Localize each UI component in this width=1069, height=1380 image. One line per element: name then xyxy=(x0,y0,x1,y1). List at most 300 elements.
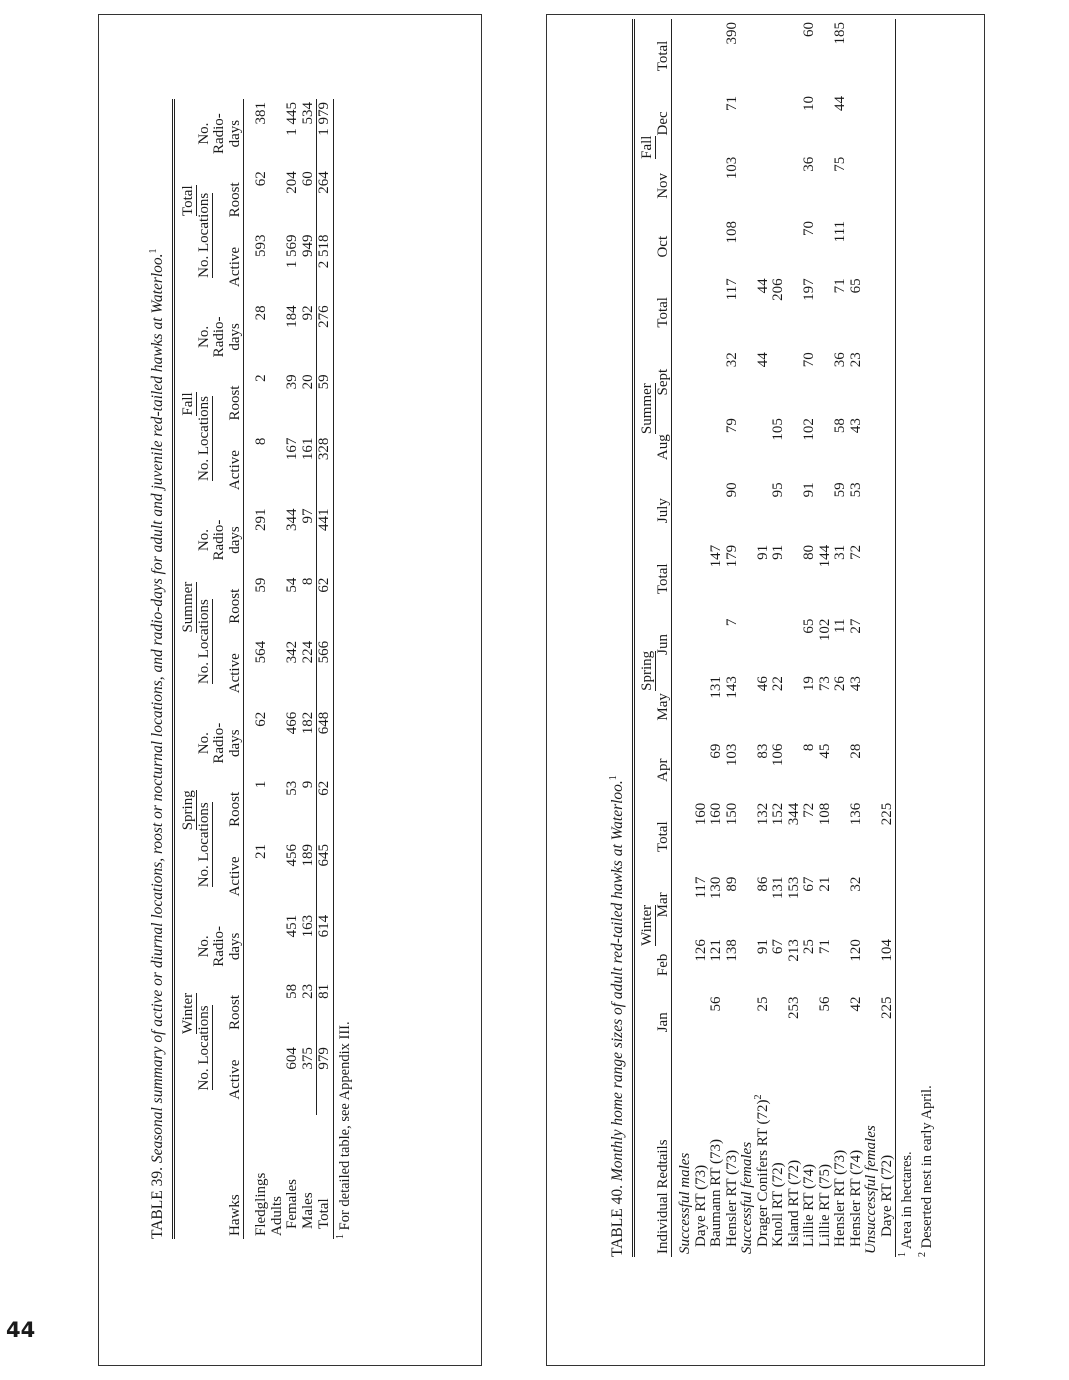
radio-header-winter-1: No. xyxy=(195,935,212,958)
table-cell xyxy=(254,981,270,1044)
season-total: Total xyxy=(180,185,196,216)
table-cell: 21 xyxy=(253,843,269,859)
table-cell: 264 xyxy=(316,171,332,194)
table-cell: 36 xyxy=(832,352,848,368)
row-label-text: Baumann RT (73) xyxy=(708,1139,724,1247)
table-cell xyxy=(880,542,896,616)
col-month: Nov xyxy=(654,172,671,199)
table-40-rotated-content xyxy=(547,15,984,1365)
table-cell: 604 xyxy=(284,1047,300,1070)
table-cell xyxy=(709,415,725,479)
col-month: Dec xyxy=(654,111,671,136)
table-cell: 83 xyxy=(754,743,771,759)
row-label-text: Lillie RT (75) xyxy=(816,1164,833,1247)
table-cell: 213 xyxy=(785,939,802,962)
table-cell: 120 xyxy=(847,939,864,962)
table-cell: 152 xyxy=(770,802,786,826)
col-month: Total xyxy=(654,40,671,72)
table-cell: 56 xyxy=(816,996,833,1012)
table-39-block xyxy=(149,99,354,1239)
table-cell: 648 xyxy=(316,711,332,735)
table-cell: 42 xyxy=(847,996,864,1012)
no-locations-fall: No. Locations xyxy=(195,395,212,481)
table-cell xyxy=(756,93,772,154)
col-month: Oct xyxy=(654,235,671,258)
table-cell: 102 xyxy=(816,618,833,642)
table-cell xyxy=(270,709,286,778)
table-cell xyxy=(694,415,710,479)
table-39-subheader-2 xyxy=(212,99,228,1239)
category-row xyxy=(678,19,694,1257)
table-cell xyxy=(787,479,803,542)
table-cell: 150 xyxy=(723,802,740,826)
table-cell: 72 xyxy=(801,802,817,818)
table-cell: 67 xyxy=(801,876,817,892)
row-label: Adults xyxy=(268,1195,285,1236)
table-row xyxy=(802,19,818,1257)
table-40-month-header xyxy=(656,19,672,1257)
row-label-text: Hensler RT (74) xyxy=(847,1149,864,1247)
table-cell: 79 xyxy=(723,418,740,434)
footnote-text: Area in hectares. xyxy=(899,1151,915,1250)
col-month: July xyxy=(654,498,671,524)
table-39-footnote-text: For detailed table, see Appendix III. xyxy=(336,1021,353,1231)
table-row xyxy=(285,99,301,1239)
table-cell xyxy=(880,874,896,937)
col-active-total: Active xyxy=(226,246,243,287)
row-label-text: Successful females xyxy=(739,1141,755,1254)
table-cell: 117 xyxy=(723,278,740,301)
table-cell xyxy=(270,841,286,912)
table-40-label: TABLE 40. xyxy=(609,1185,626,1257)
table-cell xyxy=(818,349,834,415)
table-cell xyxy=(756,154,772,218)
table-cell: 197 xyxy=(801,278,817,301)
table-cell xyxy=(818,275,834,349)
table-cell xyxy=(849,154,865,218)
table-cell xyxy=(880,673,896,741)
row-label: Females xyxy=(284,1179,300,1229)
table-39-body xyxy=(244,99,334,1239)
table-row xyxy=(756,19,772,1257)
footnote-sup: 1 xyxy=(897,1252,909,1257)
row-label xyxy=(864,1051,880,1257)
table-39-subheader-1 xyxy=(197,99,213,1239)
col-month: Mar xyxy=(654,892,671,918)
table-cell: 182 xyxy=(301,709,317,778)
table-row xyxy=(301,99,317,1239)
season-fall: Fall xyxy=(180,392,196,416)
table-cell xyxy=(818,154,834,218)
table-cell: 108 xyxy=(723,220,740,244)
table-cell: 11 xyxy=(832,618,848,634)
season-winter: Winter xyxy=(639,904,655,946)
table-cell xyxy=(270,435,286,506)
table-cell xyxy=(880,349,896,415)
table-cell: 91 xyxy=(754,939,771,955)
table-cell xyxy=(694,616,710,673)
table-cell: 564 xyxy=(253,640,269,664)
table-cell xyxy=(771,616,787,673)
table-40-footnote xyxy=(919,19,936,1257)
table-cell: 23 xyxy=(847,352,864,368)
table-cell: 25 xyxy=(801,939,817,955)
table-cell: 121 xyxy=(708,939,724,962)
season-fall: Fall xyxy=(639,135,655,159)
col-roost-fall: Roost xyxy=(226,385,243,421)
table-cell: 2 xyxy=(253,374,269,382)
table-cell: 143 xyxy=(723,676,740,699)
table-cell xyxy=(787,741,803,800)
col-roost-summer: Roost xyxy=(226,588,243,624)
season-summer: Summer xyxy=(639,383,655,435)
table-cell xyxy=(849,19,865,93)
table-40-body xyxy=(672,19,896,1257)
table-cell xyxy=(880,741,896,800)
table-cell: 90 xyxy=(723,482,740,498)
table-cell: 104 xyxy=(878,939,895,962)
row-label: Fledglings xyxy=(253,1172,269,1236)
table-cell xyxy=(787,616,803,673)
table-cell: 344 xyxy=(284,508,300,532)
row-label-text: Daye RT (73) xyxy=(692,1164,709,1247)
footnote-text: Deserted nest in early April. xyxy=(919,1085,935,1249)
table-cell: 67 xyxy=(770,939,786,955)
table-40-frame xyxy=(546,14,985,1366)
row-label xyxy=(802,1051,818,1257)
col-month: Jun xyxy=(654,633,671,655)
table-cell: 53 xyxy=(847,482,864,498)
table-cell: 979 xyxy=(316,1047,332,1070)
no-locations-total: No. Locations xyxy=(195,192,212,278)
no-locations-summer: No. Locations xyxy=(195,599,212,685)
table-cell: 163 xyxy=(301,912,317,981)
table-cell: 8 xyxy=(301,575,317,638)
table-cell xyxy=(756,19,772,93)
table-cell: 69 xyxy=(708,743,724,759)
table-40-season-header xyxy=(634,19,656,1257)
radio-header-spring-2: Radio- xyxy=(211,722,227,764)
table-cell: 62 xyxy=(253,711,269,727)
col-radio-days-spring: days xyxy=(226,729,243,757)
table-cell: 28 xyxy=(847,743,864,759)
table-cell: 23 xyxy=(301,981,317,1044)
table-cell: 1 979 xyxy=(316,102,332,136)
table-cell: 1 xyxy=(253,780,269,789)
table-cell xyxy=(849,218,865,275)
col-roost-winter: Roost xyxy=(226,995,243,1031)
table-cell xyxy=(756,479,772,542)
table-cell: 45 xyxy=(816,743,833,759)
table-row xyxy=(849,19,865,1257)
table-cell xyxy=(880,275,896,349)
category-row xyxy=(740,19,756,1257)
table-row xyxy=(254,99,270,1239)
table-39-caption xyxy=(149,99,167,1239)
table-cell: 75 xyxy=(832,156,848,172)
no-locations-winter: No. Locations xyxy=(195,1005,212,1091)
table-39-caption-text: Seasonal summary of active or diurnal locations, roost or nocturnal locations, and radio-days for adult and juvenile red-tailed hawks at Waterloo. xyxy=(149,253,166,1164)
table-cell xyxy=(709,93,725,154)
table-cell xyxy=(771,154,787,218)
table-cell xyxy=(880,415,896,479)
table-cell: 10 xyxy=(801,95,817,111)
table-cell xyxy=(694,994,710,1051)
table-cell: 225 xyxy=(878,996,895,1020)
table-cell xyxy=(833,800,849,874)
radio-header-summer-1: No. xyxy=(195,529,212,552)
col-month: Apr xyxy=(654,758,671,782)
row-label-text: Daye RT (72) xyxy=(878,1154,895,1237)
col-active-winter: Active xyxy=(226,1059,243,1100)
table-cell xyxy=(694,673,710,741)
table-39-rotated-content xyxy=(99,15,481,1365)
table-39-frame xyxy=(98,14,482,1366)
table-cell xyxy=(787,218,803,275)
table-cell: 59 xyxy=(316,374,332,390)
table-cell: 43 xyxy=(847,676,864,692)
table-cell: 167 xyxy=(284,437,300,461)
table-cell: 204 xyxy=(284,171,300,194)
col-active-fall: Active xyxy=(226,450,243,491)
table-cell xyxy=(771,349,787,415)
table-cell: 62 xyxy=(316,780,332,796)
table-cell: 36 xyxy=(801,156,817,172)
table-cell xyxy=(787,349,803,415)
table-cell xyxy=(818,218,834,275)
row-label xyxy=(818,1051,834,1257)
table-cell: 534 xyxy=(301,99,317,168)
table-cell: 58 xyxy=(284,983,300,999)
table-cell xyxy=(818,415,834,479)
table-cell xyxy=(787,275,803,349)
table-cell: 91 xyxy=(770,544,786,560)
col-month: Aug xyxy=(654,434,671,461)
radio-header-fall-2: Radio- xyxy=(211,316,227,358)
table-cell: 8 xyxy=(253,437,269,446)
table-cell xyxy=(771,93,787,154)
table-row xyxy=(709,19,725,1257)
table-cell xyxy=(787,673,803,741)
table-cell xyxy=(709,479,725,542)
table-cell xyxy=(270,232,286,303)
col-active-summer: Active xyxy=(226,653,243,694)
table-cell: 160 xyxy=(708,802,724,826)
table-cell: 44 xyxy=(832,95,848,111)
table-cell: 117 xyxy=(692,876,709,899)
table-cell xyxy=(694,93,710,154)
table-cell: 60 xyxy=(301,168,317,231)
table-cell xyxy=(709,616,725,673)
table-cell xyxy=(709,19,725,93)
table-cell: 126 xyxy=(692,939,709,962)
table-cell: 161 xyxy=(301,435,317,506)
table-cell xyxy=(270,168,286,231)
table-cell: 60 xyxy=(801,22,817,37)
page-number: 44 xyxy=(6,1318,36,1342)
table-cell: 566 xyxy=(316,640,332,664)
col-month: Total xyxy=(654,821,671,852)
table-40-footnotes xyxy=(899,19,936,1257)
table-cell xyxy=(818,93,834,154)
row-label xyxy=(849,1051,865,1257)
table-cell: 206 xyxy=(770,278,786,301)
table-cell: 58 xyxy=(832,418,848,434)
table-cell: 71 xyxy=(816,939,833,955)
table-cell xyxy=(694,349,710,415)
table-cell: 344 xyxy=(785,802,802,826)
season-spring: Spring xyxy=(639,650,655,691)
table-cell: 224 xyxy=(301,638,317,709)
table-cell: 390 xyxy=(723,22,740,45)
table-cell: 103 xyxy=(723,156,740,180)
table-cell xyxy=(787,93,803,154)
table-cell: 72 xyxy=(847,544,864,560)
table-cell xyxy=(756,616,772,673)
row-label-text: Drager Conifers RT (72) xyxy=(754,1099,771,1247)
table-cell: 441 xyxy=(316,508,332,532)
table-cell xyxy=(694,542,710,616)
row-label xyxy=(740,1051,756,1257)
table-cell: 53 xyxy=(284,780,300,796)
table-39-subheader-3 xyxy=(228,99,244,1239)
table-cell: 375 xyxy=(301,1044,317,1115)
table-cell xyxy=(880,479,896,542)
table-cell: 147 xyxy=(708,544,724,568)
table-cell: 21 xyxy=(816,876,833,892)
radio-header-summer-2: Radio- xyxy=(211,519,227,561)
table-cell xyxy=(709,218,725,275)
table-cell: 1 569 xyxy=(284,234,300,269)
table-cell: 70 xyxy=(801,220,817,236)
row-label xyxy=(771,1051,787,1257)
table-cell xyxy=(880,616,896,673)
table-cell: 153 xyxy=(785,876,802,900)
table-40-caption xyxy=(609,19,627,1257)
table-row xyxy=(787,19,803,1257)
table-cell: 645 xyxy=(316,843,332,867)
table-cell xyxy=(270,981,286,1044)
table-cell: 7 xyxy=(723,618,740,627)
table-cell: 184 xyxy=(284,305,300,328)
table-40 xyxy=(632,19,896,1257)
col-active-spring: Active xyxy=(226,856,243,897)
table-cell xyxy=(771,994,787,1051)
table-cell: 225 xyxy=(878,802,895,826)
table-cell: 86 xyxy=(754,876,771,892)
table-cell xyxy=(270,778,286,841)
row-label-text: Island RT (72) xyxy=(785,1159,802,1247)
row-label-sup: 2 xyxy=(752,1094,764,1100)
table-cell: 328 xyxy=(316,437,332,461)
table-cell: 8 xyxy=(801,743,817,752)
table-cell: 25 xyxy=(754,996,771,1012)
table-cell: 43 xyxy=(847,418,864,434)
table-cell: 31 xyxy=(832,544,848,560)
radio-header-total-1: No. xyxy=(195,122,212,145)
row-label-text: Successful males xyxy=(677,1152,693,1254)
table-cell: 131 xyxy=(770,876,786,900)
table-cell: 56 xyxy=(708,996,724,1012)
radio-header-total-2: Radio- xyxy=(211,113,227,155)
table-40-caption-text: Monthly home range sizes of adult red-tailed hawks at Waterloo. xyxy=(609,780,626,1182)
table-cell: 132 xyxy=(754,802,771,826)
table-cell xyxy=(771,218,787,275)
table-cell xyxy=(802,994,818,1051)
row-label xyxy=(678,1051,694,1257)
col-month: Total xyxy=(654,297,671,328)
table-39-season-header xyxy=(174,99,197,1239)
table-row xyxy=(725,19,741,1257)
table-cell: 111 xyxy=(832,220,848,243)
table-cell: 59 xyxy=(832,482,848,498)
col-hawks: Hawks xyxy=(226,1194,243,1236)
season-winter: Winter xyxy=(180,992,196,1034)
table-cell: 949 xyxy=(301,232,317,303)
table-cell: 89 xyxy=(723,876,740,892)
table-cell xyxy=(880,218,896,275)
table-row xyxy=(833,19,849,1257)
radio-header-fall-1: No. xyxy=(195,325,212,348)
table-cell xyxy=(787,415,803,479)
table-cell: 108 xyxy=(816,802,833,826)
row-label-text: Lillie RT (74) xyxy=(801,1164,817,1247)
table-cell: 46 xyxy=(754,676,771,692)
table-cell: 39 xyxy=(284,374,300,390)
table-cell: 276 xyxy=(316,305,332,328)
table-cell: 179 xyxy=(723,544,740,568)
table-cell: 9 xyxy=(301,778,317,841)
table-cell xyxy=(725,994,741,1051)
table-cell: 70 xyxy=(801,352,817,368)
table-row xyxy=(818,19,834,1257)
table-cell: 62 xyxy=(253,171,269,187)
col-radio-days-total: days xyxy=(226,119,243,148)
table-39-footnote xyxy=(334,99,354,1239)
row-label xyxy=(725,1051,741,1257)
table-cell xyxy=(818,479,834,542)
table-cell xyxy=(833,741,849,800)
col-individual-redtails: Individual Redtails xyxy=(654,1139,671,1254)
table-cell: 26 xyxy=(832,676,848,692)
table-cell: 91 xyxy=(801,482,817,498)
table-cell xyxy=(254,912,270,981)
table-cell: 614 xyxy=(316,914,332,938)
col-month: May xyxy=(654,693,671,721)
table-cell xyxy=(270,371,286,434)
table-cell xyxy=(694,275,710,349)
table-row xyxy=(317,99,334,1239)
season-spring: Spring xyxy=(180,790,196,831)
table-cell: 81 xyxy=(316,983,332,999)
table-cell: 131 xyxy=(708,676,724,699)
table-cell xyxy=(694,741,710,800)
col-month: Jan xyxy=(654,1012,671,1033)
row-label xyxy=(787,1051,803,1257)
table-cell: 1 445 xyxy=(284,102,300,136)
table-cell xyxy=(709,275,725,349)
col-month: Sept xyxy=(654,368,671,396)
table-row xyxy=(771,19,787,1257)
table-40-block xyxy=(609,19,936,1257)
table-cell xyxy=(880,19,896,93)
table-cell: 456 xyxy=(284,843,300,867)
table-cell: 32 xyxy=(723,352,740,368)
row-label xyxy=(709,1051,725,1257)
table-cell: 71 xyxy=(832,278,848,294)
table-cell: 136 xyxy=(847,802,864,826)
table-cell: 103 xyxy=(723,743,740,767)
